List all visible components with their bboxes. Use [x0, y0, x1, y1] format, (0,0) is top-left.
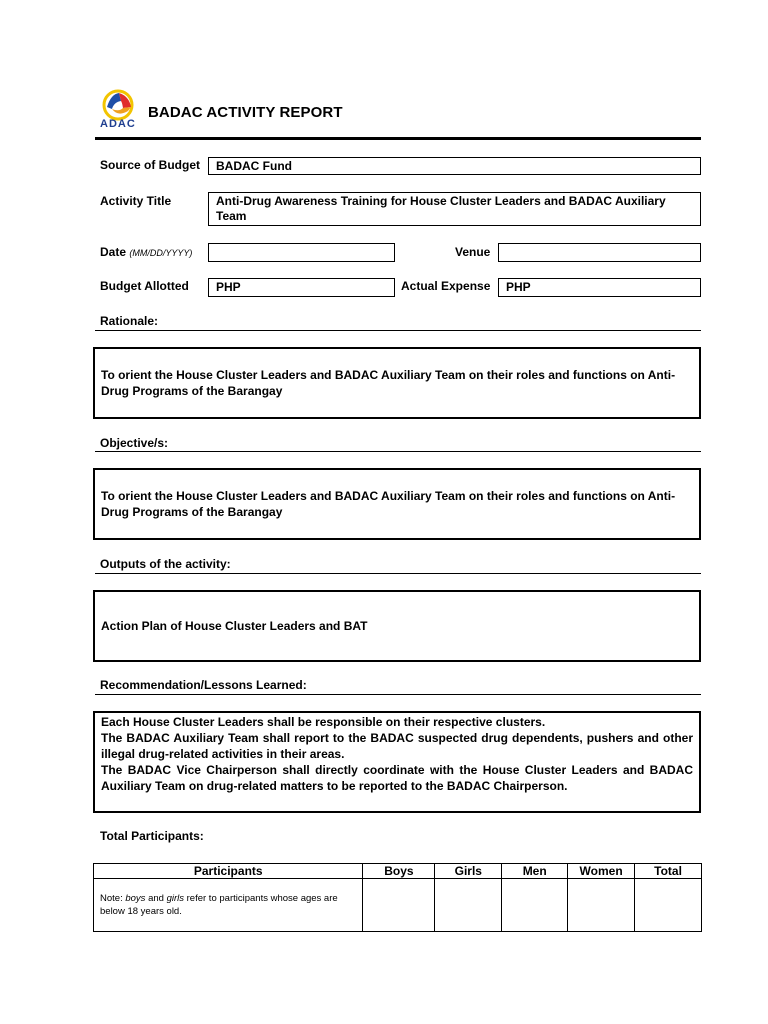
venue-label: Venue [455, 245, 491, 259]
recommendation-label: Recommendation/Lessons Learned: [100, 678, 307, 692]
venue-field[interactable] [498, 243, 701, 262]
recommendation-divider [95, 694, 701, 695]
header-divider [95, 137, 701, 140]
source-of-budget-field[interactable]: BADAC Fund [208, 157, 701, 175]
header-men: Men [502, 864, 568, 879]
note-boys: boys [125, 893, 146, 904]
header-women: Women [568, 864, 635, 879]
outputs-box[interactable]: Action Plan of House Cluster Leaders and BAT [93, 590, 701, 662]
date-label [100, 245, 192, 259]
actual-expense-field[interactable]: PHP [498, 278, 701, 297]
header-boys: Boys [363, 864, 435, 879]
rationale-box[interactable]: To orient the House Cluster Leaders and BADAC Auxiliary Team on their roles and functions on Anti-Drug Programs of the Barangay [93, 347, 701, 419]
men-cell[interactable] [502, 879, 568, 932]
note-prefix: Note: [100, 893, 126, 904]
budget-allotted-field[interactable]: PHP [208, 278, 395, 297]
activity-title-label: Activity Title [100, 194, 172, 208]
objectives-label: Objective/s: [100, 436, 169, 450]
activity-title-field[interactable]: Anti-Drug Awareness Training for House Cluster Leaders and BADAC Auxiliary Team [208, 192, 701, 226]
total-participants-label: Total Participants: [100, 829, 204, 843]
note-rest: refer to participants whose ages are below 18 years old. [100, 893, 338, 917]
total-cell[interactable] [635, 879, 702, 932]
outputs-divider [95, 573, 701, 574]
budget-allotted-label: Budget Allotted [100, 279, 189, 293]
note-and: and [145, 893, 167, 904]
page-title: BADAC ACTIVITY REPORT [148, 104, 343, 121]
boys-cell[interactable] [363, 879, 435, 932]
participants-note [94, 879, 363, 932]
rationale-divider [95, 330, 701, 331]
header-total: Total [635, 864, 702, 879]
participants-table [93, 863, 702, 932]
participants-header-row [94, 864, 702, 879]
logo-text: ADAC [100, 118, 136, 130]
women-cell[interactable] [568, 879, 635, 932]
objectives-box[interactable]: To orient the House Cluster Leaders and BADAC Auxiliary Team on their roles and functions on Anti-Drug Programs of the Barangay [93, 468, 701, 540]
note-girls: girls [166, 893, 184, 904]
recommendation-line: The BADAC Auxiliary Team shall report to the BADAC suspected drug dependents, pushers and other illegal drug-related activities in their areas. [101, 731, 693, 761]
participants-data-row [94, 879, 702, 932]
outputs-label: Outputs of the activity: [100, 557, 231, 571]
girls-cell[interactable] [435, 879, 502, 932]
date-field[interactable] [208, 243, 395, 262]
objectives-divider [95, 451, 701, 452]
rationale-label: Rationale: [100, 314, 159, 328]
recommendation-line: Each House Cluster Leaders shall be responsible on their respective clusters. [101, 715, 546, 729]
badac-logo [97, 88, 139, 134]
recommendation-box[interactable] [93, 711, 701, 813]
date-label-text: Date [100, 245, 127, 259]
recommendation-line: The BADAC Vice Chairperson shall directly coordinate with the House Cluster Leaders and BADAC Auxiliary Team on drug-related matters to be reported to the BADAC Chairperson. [101, 763, 693, 793]
header-participants: Participants [94, 864, 363, 879]
source-of-budget-label: Source of Budget [100, 158, 201, 172]
date-format-hint: (MM/DD/YYYY) [129, 248, 193, 258]
header-girls: Girls [435, 864, 502, 879]
actual-expense-label: Actual Expense [401, 279, 491, 293]
